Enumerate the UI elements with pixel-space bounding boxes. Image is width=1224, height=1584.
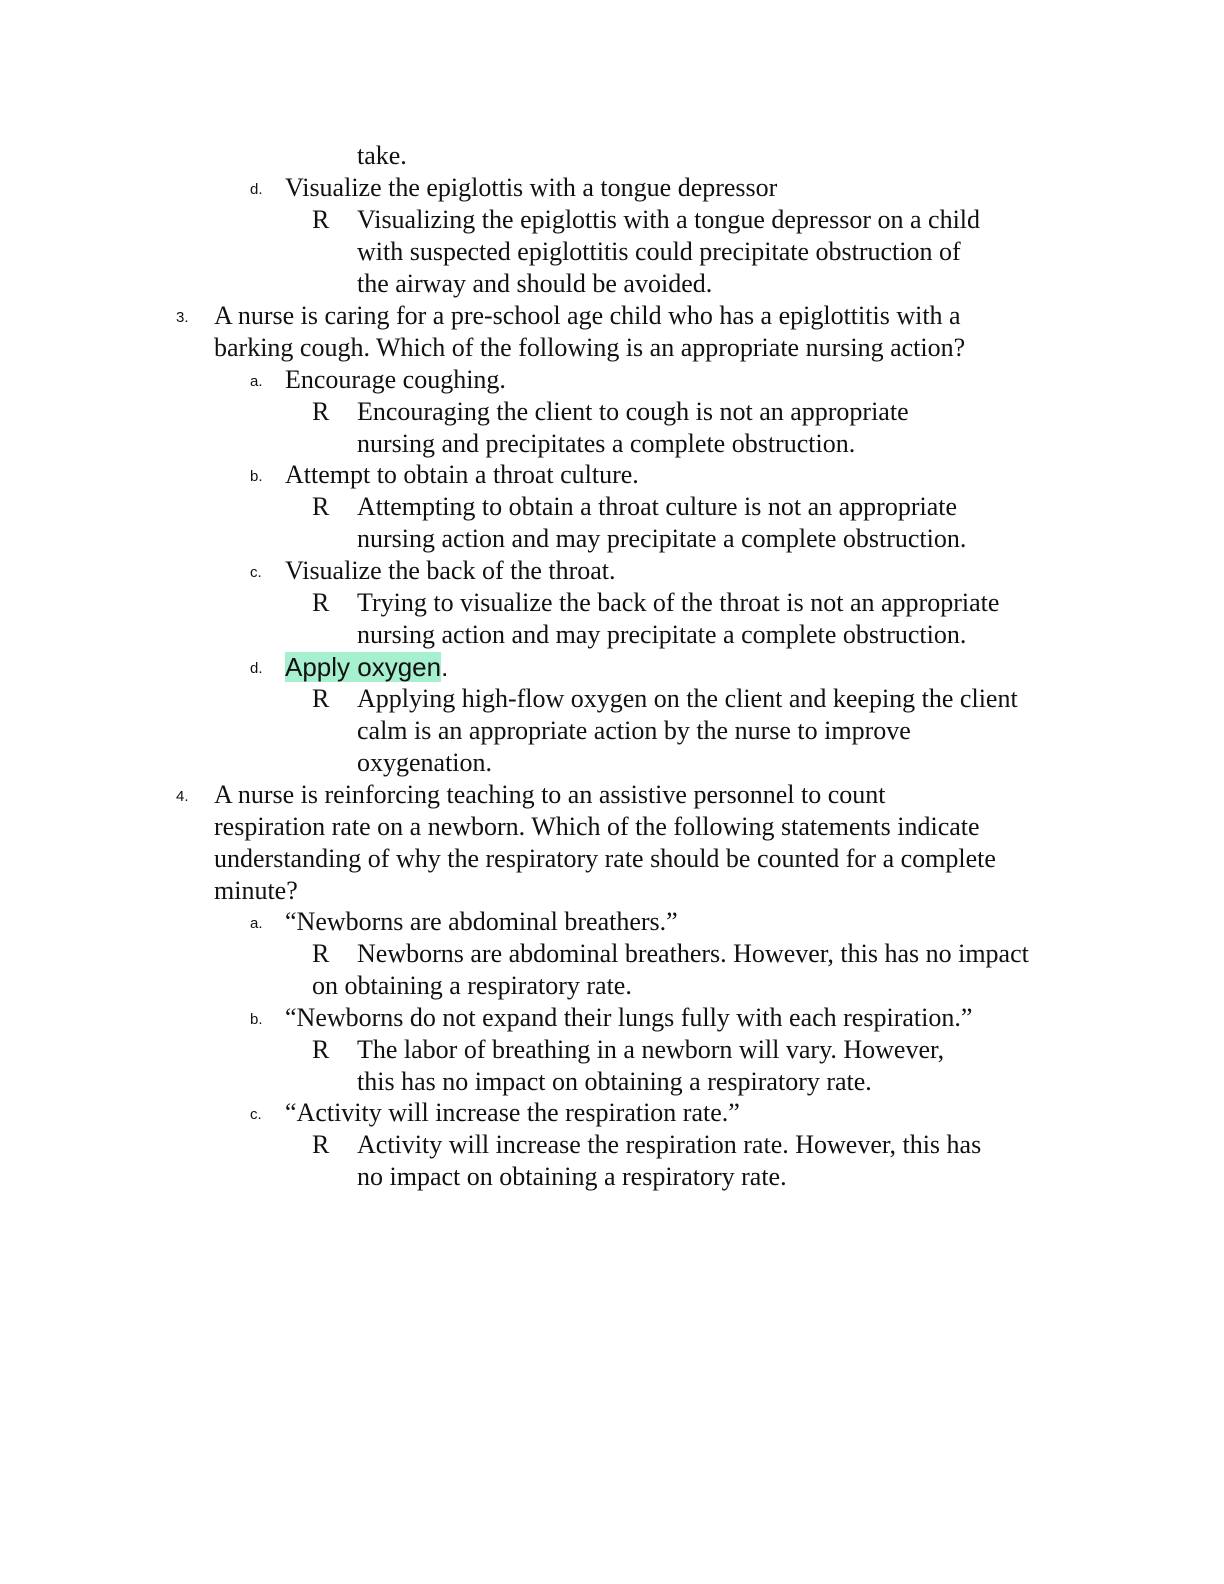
- q4-b-marker: b.: [250, 1011, 263, 1028]
- q3-a-rationale-line: Encouraging the client to cough is not an appropriate: [357, 397, 909, 426]
- q4-c-r-label: R: [312, 1130, 330, 1159]
- q4-b-rationale-line: The labor of breathing in a newborn will vary. However,: [357, 1035, 945, 1064]
- q4-stem-line: understanding of why the respiratory rate should be counted for a complete: [214, 844, 996, 873]
- q4-c-rationale-line: no impact on obtaining a respiratory rate.: [357, 1162, 787, 1191]
- q4-stem-line: respiration rate on a newborn. Which of the following statements indicate: [214, 812, 980, 841]
- q3-b-rationale-line: nursing action and may precipitate a complete obstruction.: [357, 524, 967, 553]
- q4-b-r-label: R: [312, 1035, 330, 1064]
- q3-a-r-label: R: [312, 397, 330, 426]
- q2-d-rationale-line: Visualizing the epiglottis with a tongue depressor on a child: [357, 205, 981, 234]
- q3-c-rationale-line: Trying to visualize the back of the throat is not an appropriate: [357, 588, 1000, 617]
- q3-c-option: Visualize the back of the throat.: [285, 556, 616, 585]
- q3-d-r-label: R: [312, 684, 330, 713]
- q3-d-rationale-line: calm is an appropriate action by the nurse to improve: [357, 716, 911, 745]
- q4-c-option: “Activity will increase the respiration rate.”: [285, 1098, 740, 1127]
- q3-stem-line: A nurse is caring for a pre-school age child who has a epiglottitis with a: [214, 301, 961, 330]
- q4-a-r-label: R: [312, 939, 330, 968]
- q4-a-marker: a.: [250, 915, 263, 932]
- q4-a-rationale-line: on obtaining a respiratory rate.: [312, 971, 632, 1000]
- q2-d-rationale-line: with suspected epiglottitis could precipitate obstruction of: [357, 237, 961, 266]
- q3-c-marker: c.: [250, 564, 262, 581]
- q4-stem-line: A nurse is reinforcing teaching to an assistive personnel to count: [214, 780, 886, 809]
- q4-a-option: “Newborns are abdominal breathers.”: [285, 907, 678, 936]
- q3-d-rationale-line: Applying high-flow oxygen on the client and keeping the client: [357, 684, 1018, 713]
- highlighted-answer: Apply oxygen: [285, 652, 442, 682]
- q4-c-rationale-line: Activity will increase the respiration rate. However, this has: [357, 1130, 982, 1159]
- q3-d-option: [285, 651, 448, 684]
- q2-c-rationale-tail: take.: [357, 141, 407, 170]
- q3-a-rationale-line: nursing and precipitates a complete obstruction.: [357, 429, 856, 458]
- q3-number: 3.: [176, 309, 189, 326]
- q3-b-option: Attempt to obtain a throat culture.: [285, 460, 639, 489]
- q3-b-marker: b.: [250, 468, 263, 485]
- q3-b-r-label: R: [312, 492, 330, 521]
- q2-d-marker: d.: [250, 181, 263, 198]
- q3-c-r-label: R: [312, 588, 330, 617]
- q4-b-option: “Newborns do not expand their lungs fully with each respiration.”: [285, 1003, 973, 1032]
- q2-d-option: Visualize the epiglottis with a tongue depressor: [285, 173, 778, 202]
- option-period: .: [441, 652, 449, 682]
- q4-a-rationale-line: Newborns are abdominal breathers. However, this has no impact: [357, 939, 1029, 968]
- q3-d-rationale-line: oxygenation.: [357, 748, 493, 777]
- q4-c-marker: c.: [250, 1106, 262, 1123]
- q3-a-option: Encourage coughing.: [285, 365, 506, 394]
- q3-b-rationale-line: Attempting to obtain a throat culture is not an appropriate: [357, 492, 958, 521]
- q3-c-rationale-line: nursing action and may precipitate a complete obstruction.: [357, 620, 967, 649]
- q3-stem-line: barking cough. Which of the following is an appropriate nursing action?: [214, 333, 966, 362]
- q3-d-marker: d.: [250, 660, 263, 677]
- q4-number: 4.: [176, 788, 189, 805]
- q2-d-rationale-line: the airway and should be avoided.: [357, 269, 713, 298]
- q3-a-marker: a.: [250, 373, 263, 390]
- q2-d-r-label: R: [312, 205, 330, 234]
- q4-b-rationale-line: this has no impact on obtaining a respiratory rate.: [357, 1067, 872, 1096]
- q4-stem-line: minute?: [214, 876, 298, 905]
